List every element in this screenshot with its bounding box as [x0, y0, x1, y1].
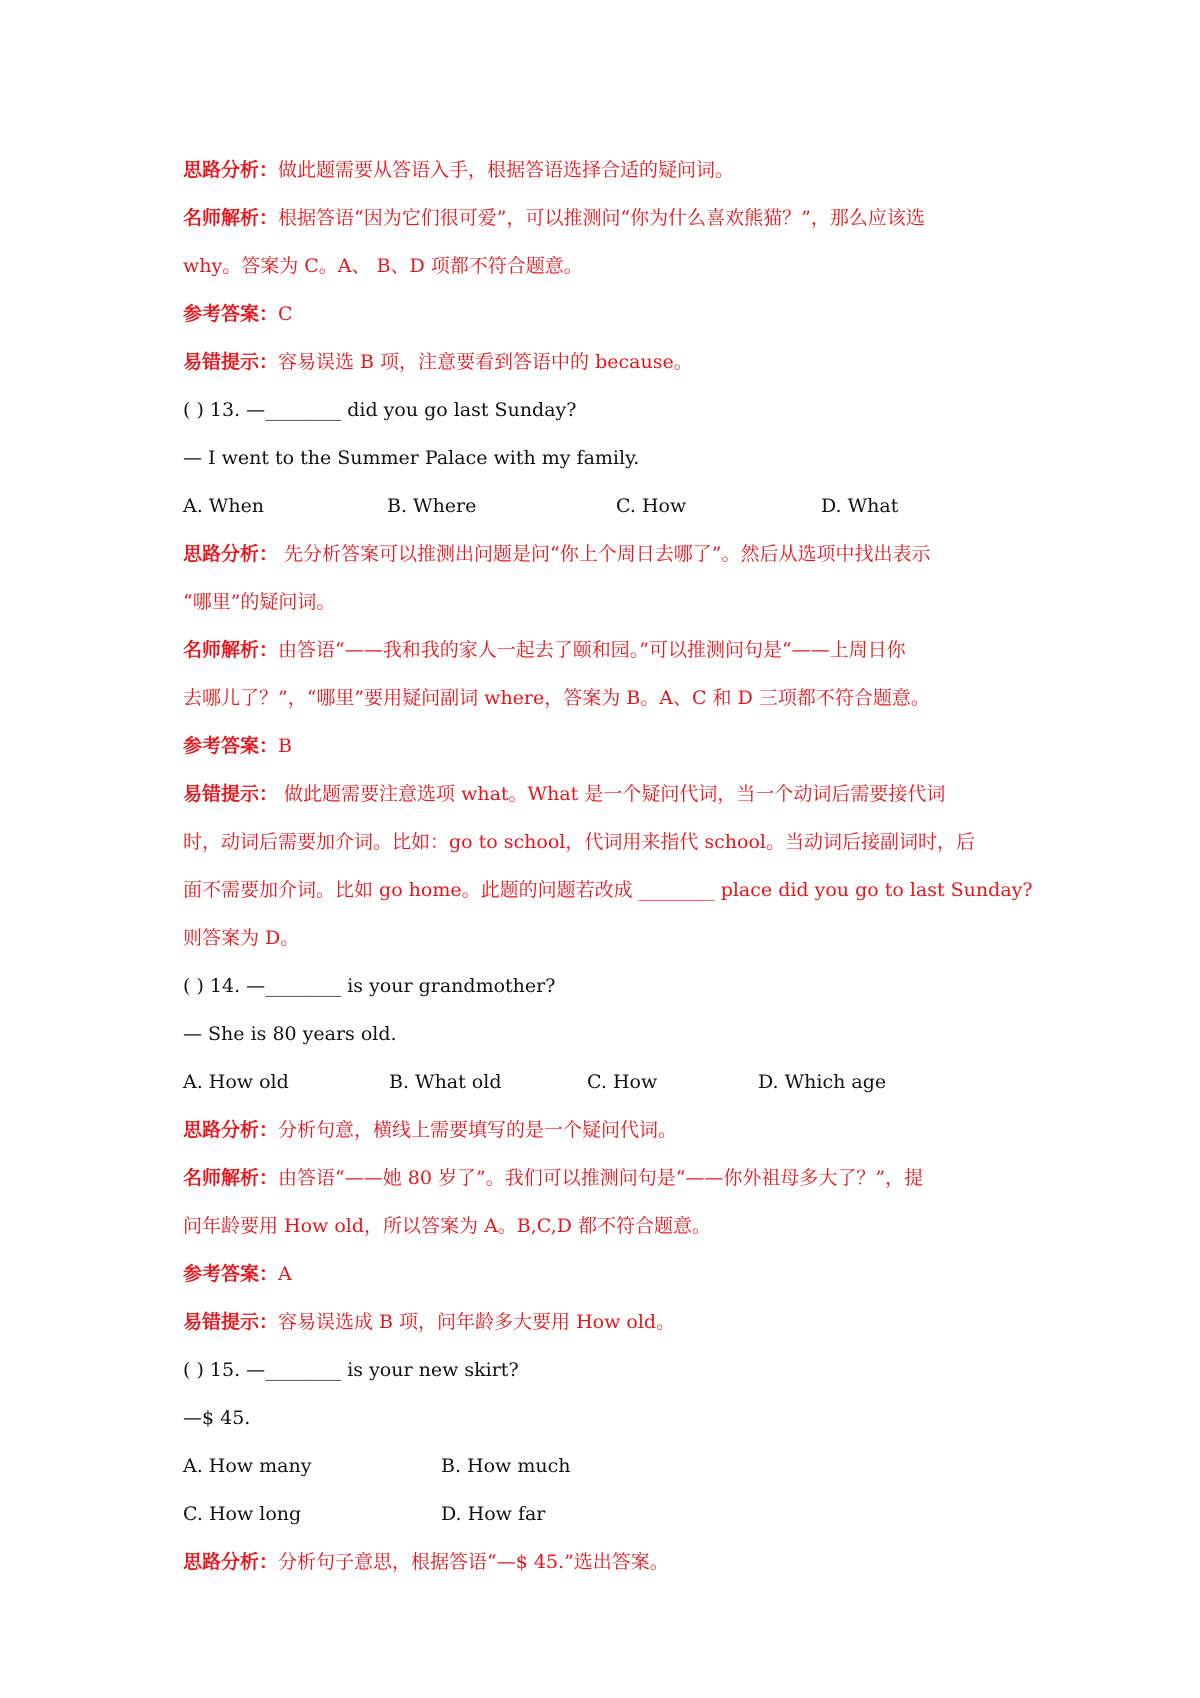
q13-tip-4: 则答案为 D。 — [183, 927, 300, 949]
q13-tip-3: 面不需要加介词。比如 go home。此题的问题若改成 ________ place did you go to last Sunday? — [183, 879, 1033, 901]
q12-answer: 参考答案：C — [183, 303, 293, 325]
q14-option-c: C. How — [587, 1071, 658, 1093]
q14-analysis: 思路分析：分析句意，横线上需要填写的是一个疑问代词。 — [183, 1119, 678, 1141]
q14-option-d: D. Which age — [758, 1071, 887, 1093]
q14-teacher-2: 问年龄要用 How old，所以答案为 A。B,C,D 都不符合题意。 — [183, 1215, 711, 1237]
q13-option-c: C. How — [616, 495, 687, 517]
q14-teacher-1: 名师解析：由答语“——她 80 岁了”。我们可以推测问句是“——你外祖母多大了？”，提 — [183, 1167, 924, 1189]
q14-answer: 参考答案：A — [183, 1263, 292, 1285]
q13-tip-2: 时，动词后需要加介词。比如：go to school，代词用来指代 school。当动词后接副词时，后 — [183, 831, 975, 853]
q13-option-b: B. Where — [387, 495, 477, 517]
q15-option-a: A. How many — [183, 1455, 312, 1477]
q12-analysis: 思路分析：做此题需要从答语入手，根据答语选择合适的疑问词。 — [183, 159, 735, 181]
q13-question: ( ) 13. —________ did you go last Sunday? — [183, 399, 577, 421]
q13-analysis-1: 思路分析： 先分析答案可以推测出问题是问“你上个周日去哪了”。然后从选项中找出表示 — [183, 543, 931, 565]
q13-answer: 参考答案：B — [183, 735, 292, 757]
q12-teacher-2: why。答案为 C。A、 B、D 项都不符合题意。 — [183, 255, 583, 277]
q15-option-b: B. How much — [441, 1455, 571, 1477]
q14-option-a: A. How old — [183, 1071, 289, 1093]
q13-option-d: D. What — [821, 495, 899, 517]
q13-teacher-1: 名师解析：由答语“——我和我的家人一起去了颐和园。”可以推测问句是“——上周日你 — [183, 639, 906, 661]
q15-analysis: 思路分析：分析句子意思，根据答语“—$ 45.”选出答案。 — [183, 1551, 669, 1573]
q12-tip: 易错提示：容易误选 B 项，注意要看到答语中的 because。 — [183, 351, 693, 373]
q13-option-a: A. When — [183, 495, 265, 517]
q15-option-d: D. How far — [441, 1503, 546, 1525]
q14-tip: 易错提示：容易误选成 B 项，问年龄多大要用 How old。 — [183, 1311, 676, 1333]
q13-teacher-2: 去哪儿了？”，“哪里”要用疑问副词 where，答案为 B。A、C 和 D 三项都不符合题意。 — [183, 687, 930, 709]
q12-teacher-1: 名师解析：根据答语“因为它们很可爱”，可以推测问“你为什么喜欢熊猫？”，那么应该选 — [183, 207, 925, 229]
q15-option-c: C. How long — [183, 1503, 302, 1525]
q15-question: ( ) 15. —________ is your new skirt? — [183, 1359, 519, 1381]
q15-reply: —$ 45. — [183, 1407, 251, 1429]
q13-tip-1: 易错提示： 做此题需要注意选项 what。What 是一个疑问代词，当一个动词后需要接代词 — [183, 783, 946, 805]
q13-reply: — I went to the Summer Palace with my family. — [183, 447, 640, 469]
q14-question: ( ) 14. —________ is your grandmother? — [183, 975, 556, 997]
q14-option-b: B. What old — [389, 1071, 502, 1093]
q14-reply: — She is 80 years old. — [183, 1023, 397, 1045]
q13-analysis-2: “哪里”的疑问词。 — [183, 591, 336, 613]
